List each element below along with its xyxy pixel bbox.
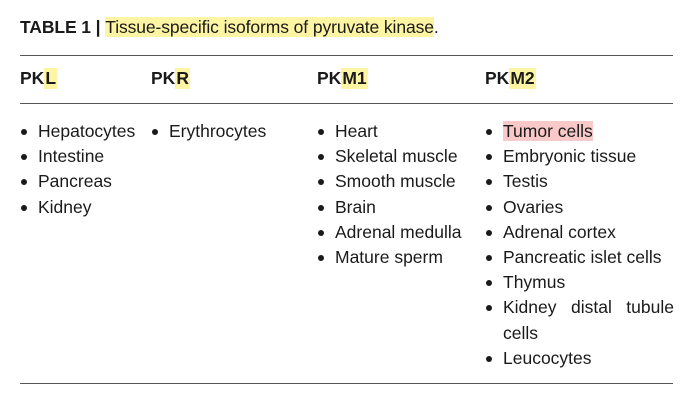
table-caption (20, 17, 439, 38)
table-label: TABLE 1 | (20, 17, 106, 37)
highlighted-item-text: Tumor cells (503, 121, 593, 141)
header-rule (20, 103, 673, 104)
column-header-suffix: R (176, 68, 189, 88)
column-header-prefix: PK (20, 68, 45, 88)
list-item: Testis (485, 169, 674, 194)
list-item: Smooth muscle (317, 169, 461, 194)
list-item: Adrenal medulla (317, 220, 461, 245)
bottom-rule (20, 383, 673, 384)
list-item: Brain (317, 195, 461, 220)
list-item: Pancreas (20, 169, 135, 194)
list-item: Kidney distal tubule cells (485, 295, 674, 345)
caption-period: . (433, 17, 439, 37)
list-item: Skeletal muscle (317, 144, 461, 169)
column-header-suffix: L (45, 68, 57, 88)
column-header-pkl (20, 68, 57, 89)
column-header-pkm1 (317, 68, 368, 89)
list-item: Embryonic tissue (485, 144, 674, 169)
list-item: Erythrocytes (151, 119, 266, 144)
column-list-pkr (151, 119, 266, 144)
list-item: Intestine (20, 144, 135, 169)
column-header-prefix: PK (151, 68, 176, 88)
column-list-pkm2 (485, 119, 674, 371)
column-header-prefix: PK (317, 68, 342, 88)
column-list-pkl (20, 119, 135, 220)
table-title: Tissue-specific isoforms of pyruvate kinase (105, 17, 434, 37)
list-item: Hepatocytes (20, 119, 135, 144)
column-list-pkm1 (317, 119, 461, 270)
list-item: Thymus (485, 270, 674, 295)
column-header-prefix: PK (485, 68, 510, 88)
list-item: Pancreatic islet cells (485, 245, 674, 270)
list-item: Adrenal cortex (485, 220, 674, 245)
column-header-pkm2 (485, 68, 536, 89)
list-item: Mature sperm (317, 245, 461, 270)
column-header-suffix: M1 (342, 68, 367, 88)
list-item (485, 119, 674, 144)
list-item: Leucocytes (485, 346, 674, 371)
column-header-pkr (151, 68, 190, 89)
top-rule (20, 55, 673, 56)
list-item: Kidney (20, 195, 135, 220)
column-header-suffix: M2 (510, 68, 535, 88)
list-item: Heart (317, 119, 461, 144)
list-item: Ovaries (485, 195, 674, 220)
